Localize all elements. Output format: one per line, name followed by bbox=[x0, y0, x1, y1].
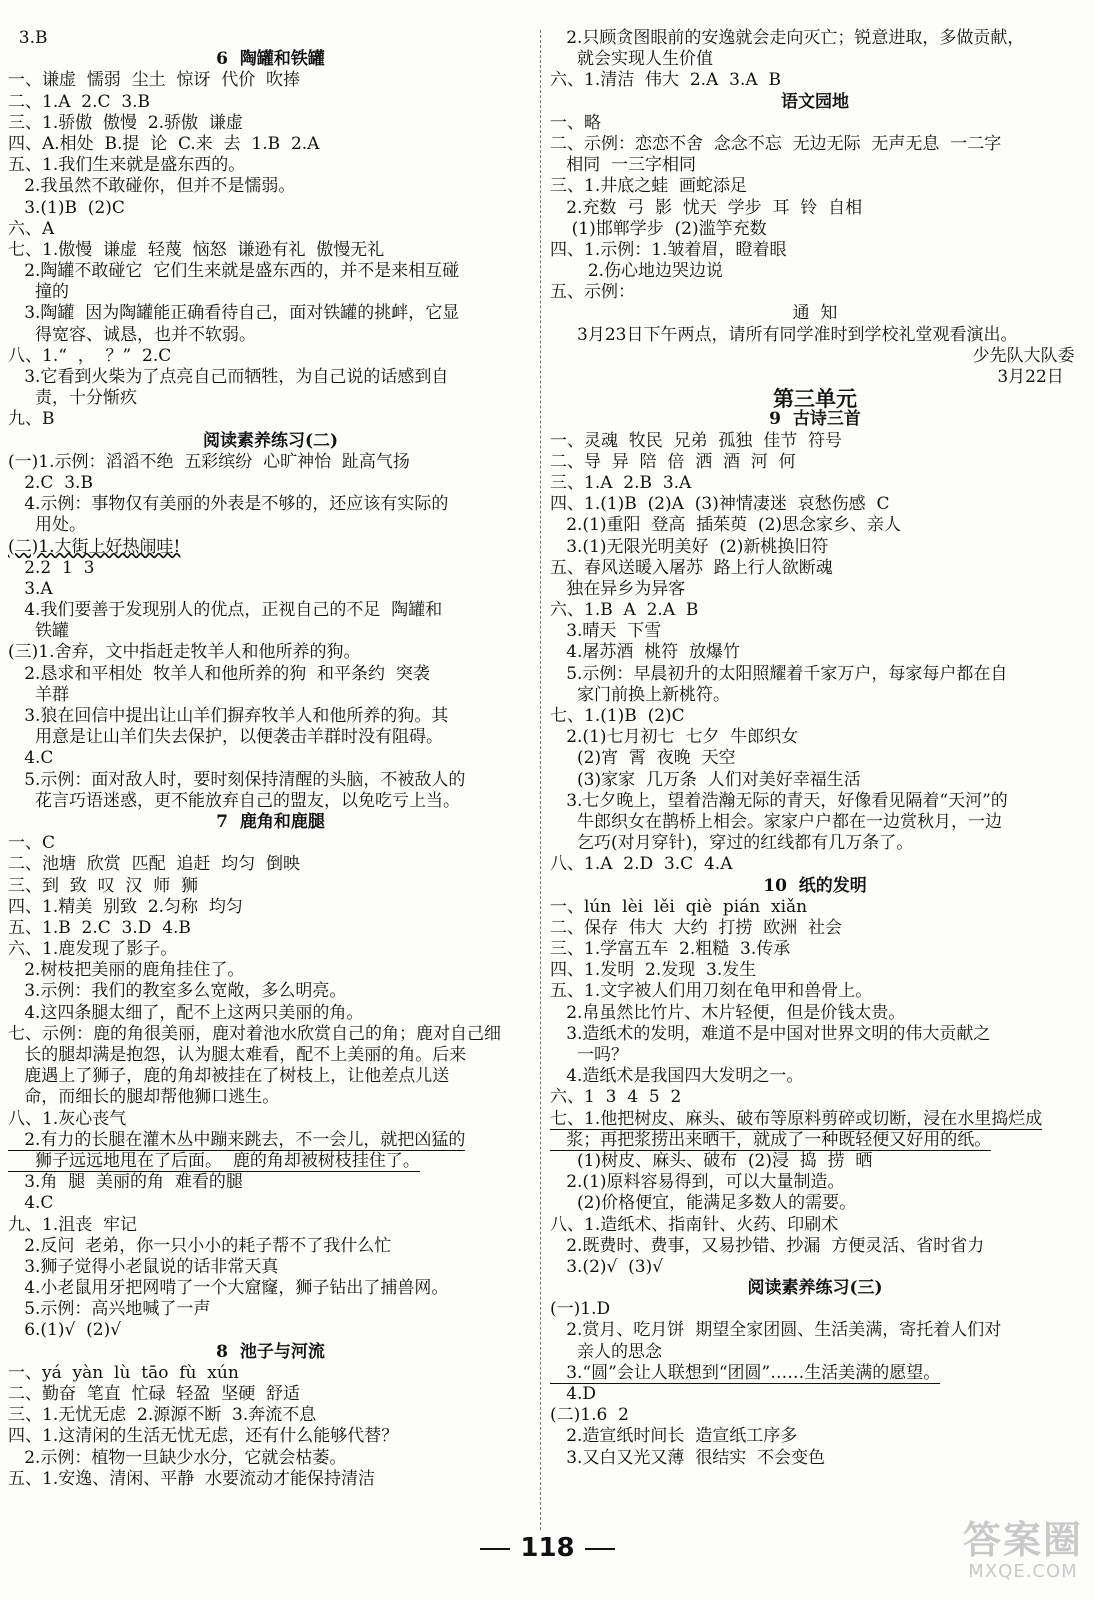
left-line: 撞的 bbox=[8, 282, 70, 303]
left-line: 4.C bbox=[8, 1193, 54, 1214]
right-line: 2.(1)原料容易得到，可以大量制造。 bbox=[550, 1172, 845, 1193]
right-line: 二、保存 伟大 大约 打捞 欧洲 社会 bbox=[550, 917, 843, 938]
underlined-text: 七、1.他把树皮、麻头、破布等原料剪碎或切断，浸在水里捣烂成 bbox=[550, 1108, 1043, 1129]
right-line: 5.示例：早晨初升的太阳照耀着千家万户，每家每户都在自 bbox=[550, 663, 1008, 684]
left-line: 5.示例：高兴地喊了一声 bbox=[8, 1299, 211, 1320]
right-line: 2.只顾贪图眼前的安逸就会走向灭亡；锐意进取，多做贡献， bbox=[550, 28, 1025, 48]
right-line: (2)宵 霄 夜晚 天空 bbox=[550, 748, 736, 769]
left-line: 三、1.骄傲 傲慢 2.骄傲 谦虚 bbox=[8, 112, 243, 133]
right-line: 牛郎织女在鹊桥上相会。家家户户都在一边赏秋月，一边 bbox=[550, 811, 1003, 832]
right-line: 4.造纸术是我国四大发明之一。 bbox=[550, 1066, 804, 1087]
left-line: 八、1.灰心丧气 bbox=[8, 1108, 127, 1129]
right-line: 3.造纸术的发明，难道不是中国对世界文明的伟大贡献之 bbox=[550, 1023, 991, 1044]
underlined-text: 3.“圆”会让人联想到“团圆”……生活美满的愿望。 bbox=[550, 1362, 941, 1383]
right-line bbox=[550, 1363, 1080, 1384]
right-line: 八、1.A 2.D 3.C 4.A bbox=[550, 854, 733, 875]
left-line: 五、1.我们生来就是盛东西的。 bbox=[8, 155, 246, 176]
left-line: 3.角 腿 美丽的角 难看的腿 bbox=[8, 1172, 243, 1193]
left-line: 命，而细长的腿却帮他狮口逃生。 bbox=[8, 1087, 280, 1108]
right-line: 三、1.A 2.B 3.A bbox=[550, 472, 692, 493]
right-line: 2.(1)重阳 登高 插茱萸 (2)思念家乡、亲人 bbox=[550, 515, 902, 536]
left-line: 4.我们要善于发现别人的优点，正视自己的不足 陶罐和 bbox=[8, 600, 443, 621]
right-line: 就会实现人生价值 bbox=[550, 49, 714, 70]
column-divider bbox=[540, 30, 541, 1530]
right-line: 家门前换上新桃符。 bbox=[550, 684, 731, 705]
right-line: 2.充数 弓 影 忧天 学步 耳 铃 自相 bbox=[550, 197, 863, 218]
section-heading: 9 古诗三首 bbox=[769, 409, 861, 430]
left-line: 得宽容、诚恳，也并不软弱。 bbox=[8, 324, 257, 345]
left-line: 四、A.相处 B.提 论 C.来 去 1.B 2.A bbox=[8, 133, 320, 154]
right-line: 二、导 异 陪 倍 洒 酒 河 何 bbox=[550, 451, 796, 472]
right-line: 五、示例： bbox=[550, 282, 635, 303]
left-line: 四、1.这清闲的生活无忧无虑，还有什么能够代替？ bbox=[8, 1426, 399, 1447]
right-line bbox=[550, 1109, 1080, 1130]
section-heading: 7 鹿角和鹿腿 bbox=[216, 811, 325, 832]
left-line: 3.(1)B (2)C bbox=[8, 197, 125, 218]
right-line: 七、1.(1)B (2)C bbox=[550, 706, 685, 726]
left-line: 花言巧语迷惑，更不能放弃自己的盟友，以免吃亏上当。 bbox=[8, 790, 461, 811]
right-line: 3.晴天 下雪 bbox=[550, 621, 662, 642]
notice-title: 通 知 bbox=[792, 303, 838, 324]
right-line: (1)树皮、麻头、破布 (2)浸 捣 捞 晒 bbox=[550, 1150, 873, 1171]
left-line: 3.狮子觉得小老鼠说的话非常天真 bbox=[8, 1256, 279, 1277]
left-line: 2.C 3.B bbox=[8, 472, 93, 493]
right-line: 3月23日下午两点，请所有同学准时到学校礼堂观看演出。 bbox=[550, 324, 1018, 345]
right-line: 乞巧(对月穿针)，穿过的红线都有几万条了。 bbox=[550, 833, 914, 854]
left-line: 4.小老鼠用牙把网啃了一个大窟窿，狮子钻出了捕兽网。 bbox=[8, 1278, 449, 1299]
right-line: 3.又白又光又薄 很结实 不会变色 bbox=[550, 1447, 826, 1468]
right-line: 一、略 bbox=[550, 112, 601, 133]
right-line: (二)1.6 2 bbox=[550, 1405, 629, 1426]
right-line: 五、1.文字被人们用刀刻在龟甲和兽骨上。 bbox=[550, 981, 873, 1002]
left-line: 2.恳求和平相处 牧羊人和他所养的狗 和平条约 突袭 bbox=[8, 663, 430, 684]
right-line bbox=[550, 1130, 1080, 1151]
left-line: 4.这四条腿太细了，配不上这两只美丽的角。 bbox=[8, 1002, 364, 1023]
section-heading: 第三单元 bbox=[773, 386, 857, 412]
right-line: 四、1.(1)B (2)A (3)神情凄迷 哀愁伤感 C bbox=[550, 494, 890, 515]
watermark-line1: 答案圈 bbox=[962, 1518, 1083, 1562]
right-line: 一、灵魂 牧民 兄弟 孤独 佳节 符号 bbox=[550, 430, 843, 451]
section-heading: 语文园地 bbox=[781, 91, 849, 112]
left-line: 七、1.傲慢 谦虚 轻蔑 恼怒 谦逊有礼 傲慢无礼 bbox=[8, 239, 385, 260]
right-line: 2.造宣纸时间长 造宣纸工序多 bbox=[550, 1426, 798, 1447]
left-line: 3.它看到火柴为了点亮自己而牺牲，为自己说的话感到自 bbox=[8, 367, 449, 387]
right-line: 少先队大队委 bbox=[972, 345, 1080, 366]
left-line: 责，十分惭疚 bbox=[8, 388, 138, 409]
left-line: 铁罐 bbox=[8, 621, 70, 642]
left-line: 2.2 1 3 bbox=[8, 557, 95, 578]
right-line: 3月22日 bbox=[997, 367, 1080, 387]
right-line: 3.(2)√ (3)√ bbox=[550, 1256, 664, 1277]
left-line: 2.反问 老弟，你一只小小的耗子帮不了我什么忙 bbox=[8, 1235, 392, 1256]
right-line: 三、1.学富五车 2.粗糙 3.传承 bbox=[550, 939, 791, 960]
left-line: 2.陶罐不敢碰它 它们生来就是盛东西的，并不是来相互碰 bbox=[8, 261, 460, 282]
left-line: 一、yá yàn lù tāo fù xún bbox=[8, 1362, 239, 1383]
left-line: 4.C bbox=[8, 748, 54, 769]
left-line: 二、1.A 2.C 3.B bbox=[8, 91, 151, 112]
left-line: 一、谦虚 懦弱 尘土 惊讶 代价 吹捧 bbox=[8, 70, 301, 91]
watermark-line2: MXQE.COM bbox=[968, 1560, 1078, 1582]
left-line: 3.示例：我们的教室多么宽敞，多么明亮。 bbox=[8, 981, 347, 1002]
watermark-logo bbox=[963, 1520, 1083, 1582]
left-line: 3.狼在回信中提出让山羊们摒弃牧羊人和他所养的狗。其 bbox=[8, 706, 449, 726]
right-line: 亲人的思念 bbox=[550, 1341, 663, 1362]
section-heading: 阅读素养练习(二) bbox=[202, 430, 339, 451]
left-line: 一、C bbox=[8, 833, 56, 854]
left-line bbox=[8, 537, 533, 558]
underlined-text: 狮子远远地甩在了后面。 鹿的角却被树枝挂住了。 bbox=[8, 1150, 420, 1171]
right-line: (1)邯郸学步 (2)滥竽充数 bbox=[550, 218, 767, 239]
left-line: 四、1.精美 别致 2.匀称 均匀 bbox=[8, 896, 243, 917]
left-line: 5.示例：面对敌人时，要时刻保持清醒的头脑，不被敌人的 bbox=[8, 769, 466, 790]
right-line: 2.既费时、费事，又易抄错、抄漏 方便灵活、省时省力 bbox=[550, 1235, 985, 1256]
left-line: 3.A bbox=[8, 578, 53, 599]
right-line: 四、1.发明 2.发现 3.发生 bbox=[550, 960, 757, 981]
left-line: 九、B bbox=[8, 409, 55, 430]
left-line: 鹿遇上了狮子，鹿的角却被挂在了树枝上，让他差点儿送 bbox=[8, 1066, 450, 1087]
left-line: 6.(1)√ (2)√ bbox=[8, 1320, 122, 1341]
right-line: 一、lún lèi lěi qiè pián xiǎn bbox=[550, 896, 808, 917]
right-line: 2.赏月、吃月饼 期望全家团圆、生活美满，寄托着人们对 bbox=[550, 1320, 1002, 1341]
section-heading: 阅读素养练习(三) bbox=[747, 1278, 883, 1299]
right-line: 八、1.造纸术、指南针、火药、印刷术 bbox=[550, 1214, 839, 1235]
underlined-text: 2.有力的长腿在灌木丛中蹦来跳去，不一会儿，就把凶猛的 bbox=[8, 1129, 466, 1150]
right-line: 六、1.B A 2.A B bbox=[550, 600, 699, 621]
left-line: 二、池塘 欣赏 匹配 追赶 均匀 倒映 bbox=[8, 854, 301, 875]
right-line: 3.七夕晚上，望着浩瀚无际的青天，好像看见隔着“天河”的 bbox=[550, 790, 1008, 811]
left-line: 用意是让山羊们失去保护，以便袭击羊群时没有阻碍。 bbox=[8, 727, 444, 748]
left-line: 五、1.安逸、清闲、平静 水要流动才能保持清洁 bbox=[8, 1468, 376, 1489]
left-line: 八、1.“ ， ？” 2.C bbox=[8, 345, 172, 366]
section-heading: 10 纸的发明 bbox=[763, 875, 867, 896]
left-line: 九、1.沮丧 牢记 bbox=[8, 1214, 138, 1235]
left-line: 2.我虽然不敢碰你，但并不是懦弱。 bbox=[8, 176, 296, 197]
right-line: 二、示例：恋恋不舍 念念不忘 无边无际 无声无息 一二字 bbox=[550, 133, 1002, 154]
left-line: 2.树枝把美丽的鹿角挂住了。 bbox=[8, 960, 245, 981]
right-line: 三、1.井底之蛙 画蛇添足 bbox=[550, 176, 748, 197]
left-line: 二、勤奋 笔直 忙碌 轻盈 坚硬 舒适 bbox=[8, 1384, 301, 1404]
right-line: 相同 一三字相同 bbox=[550, 155, 697, 176]
right-line: (3)家家 几万条 人们对美好幸福生活 bbox=[550, 769, 861, 790]
left-line: (三)1.舍弃，文中指赶走牧羊人和他所养的狗。 bbox=[8, 642, 361, 663]
section-heading: 8 池子与河流 bbox=[216, 1341, 325, 1362]
right-line: 2.帛虽然比竹片、木片轻便，但是价钱太贵。 bbox=[550, 1002, 906, 1023]
right-line: 独在异乡为异客 bbox=[550, 578, 686, 599]
left-line: 羊群 bbox=[8, 684, 70, 705]
left-line bbox=[8, 1130, 533, 1151]
left-line: 五、1.B 2.C 3.D 4.B bbox=[8, 917, 191, 938]
underlined-text: 浆；再把浆捞出来晒干，就成了一种既轻便又好用的纸。 bbox=[550, 1129, 992, 1150]
left-line: 三、1.无忧无虑 2.源源不断 3.奔流不息 bbox=[8, 1405, 317, 1426]
right-line: 2.伤心地边哭边说 bbox=[550, 261, 724, 282]
left-line: 六、A bbox=[8, 218, 55, 239]
right-column bbox=[550, 28, 1080, 1469]
left-line: 2.示例：植物一旦缺少水分，它就会枯萎。 bbox=[8, 1447, 347, 1468]
underlined-text: (二)1.大街上好热闹哇! bbox=[8, 536, 181, 557]
left-line bbox=[8, 1151, 533, 1172]
right-line: 4.D bbox=[550, 1384, 597, 1404]
right-line: 3.(1)无限光明美好 (2)新桃换旧符 bbox=[550, 536, 829, 557]
right-line: 4.屠苏酒 桃符 放爆竹 bbox=[550, 642, 741, 663]
section-heading: 6 陶罐和铁罐 bbox=[216, 49, 325, 70]
right-line: 一吗？ bbox=[550, 1045, 629, 1065]
left-line: 3.B bbox=[8, 28, 48, 48]
right-line: 四、1.示例：1.皱着眉，瞪着眼 bbox=[550, 239, 787, 260]
right-line: (一)1.D bbox=[550, 1299, 611, 1320]
right-line: 2.(1)七月初七 七夕 牛郎织女 bbox=[550, 727, 799, 748]
right-line: 六、1 3 4 5 2 bbox=[550, 1087, 682, 1108]
left-line: 用处。 bbox=[8, 515, 87, 536]
left-line: 七、示例：鹿的角很美丽，鹿对着池水欣赏自己的角；鹿对自己细 bbox=[8, 1023, 501, 1044]
page-number: 118 bbox=[0, 1533, 1095, 1563]
left-line: 4.示例：事物仅有美丽的外表是不够的，还应该有实际的 bbox=[8, 494, 449, 515]
left-line: 3.陶罐 因为陶罐能正确看待自己，面对铁罐的挑衅，它显 bbox=[8, 303, 460, 324]
right-line: (2)价格便宜，能满足多数人的需要。 bbox=[550, 1193, 857, 1214]
left-column bbox=[8, 28, 533, 1490]
right-line: 六、1.清洁 伟大 2.A 3.A B bbox=[550, 70, 781, 91]
right-line: 五、春风送暖入屠苏 路上行人欲断魂 bbox=[550, 557, 833, 578]
left-line: 三、到 致 叹 汉 师 狮 bbox=[8, 875, 199, 896]
left-line: (一)1.示例：滔滔不绝 五彩缤纷 心旷神怡 趾高气扬 bbox=[8, 451, 410, 472]
left-line: 长的腿却满是抱怨，认为腿太难看，配不上美丽的角。后来 bbox=[8, 1045, 467, 1065]
left-line: 六、1.鹿发现了影子。 bbox=[8, 939, 178, 960]
